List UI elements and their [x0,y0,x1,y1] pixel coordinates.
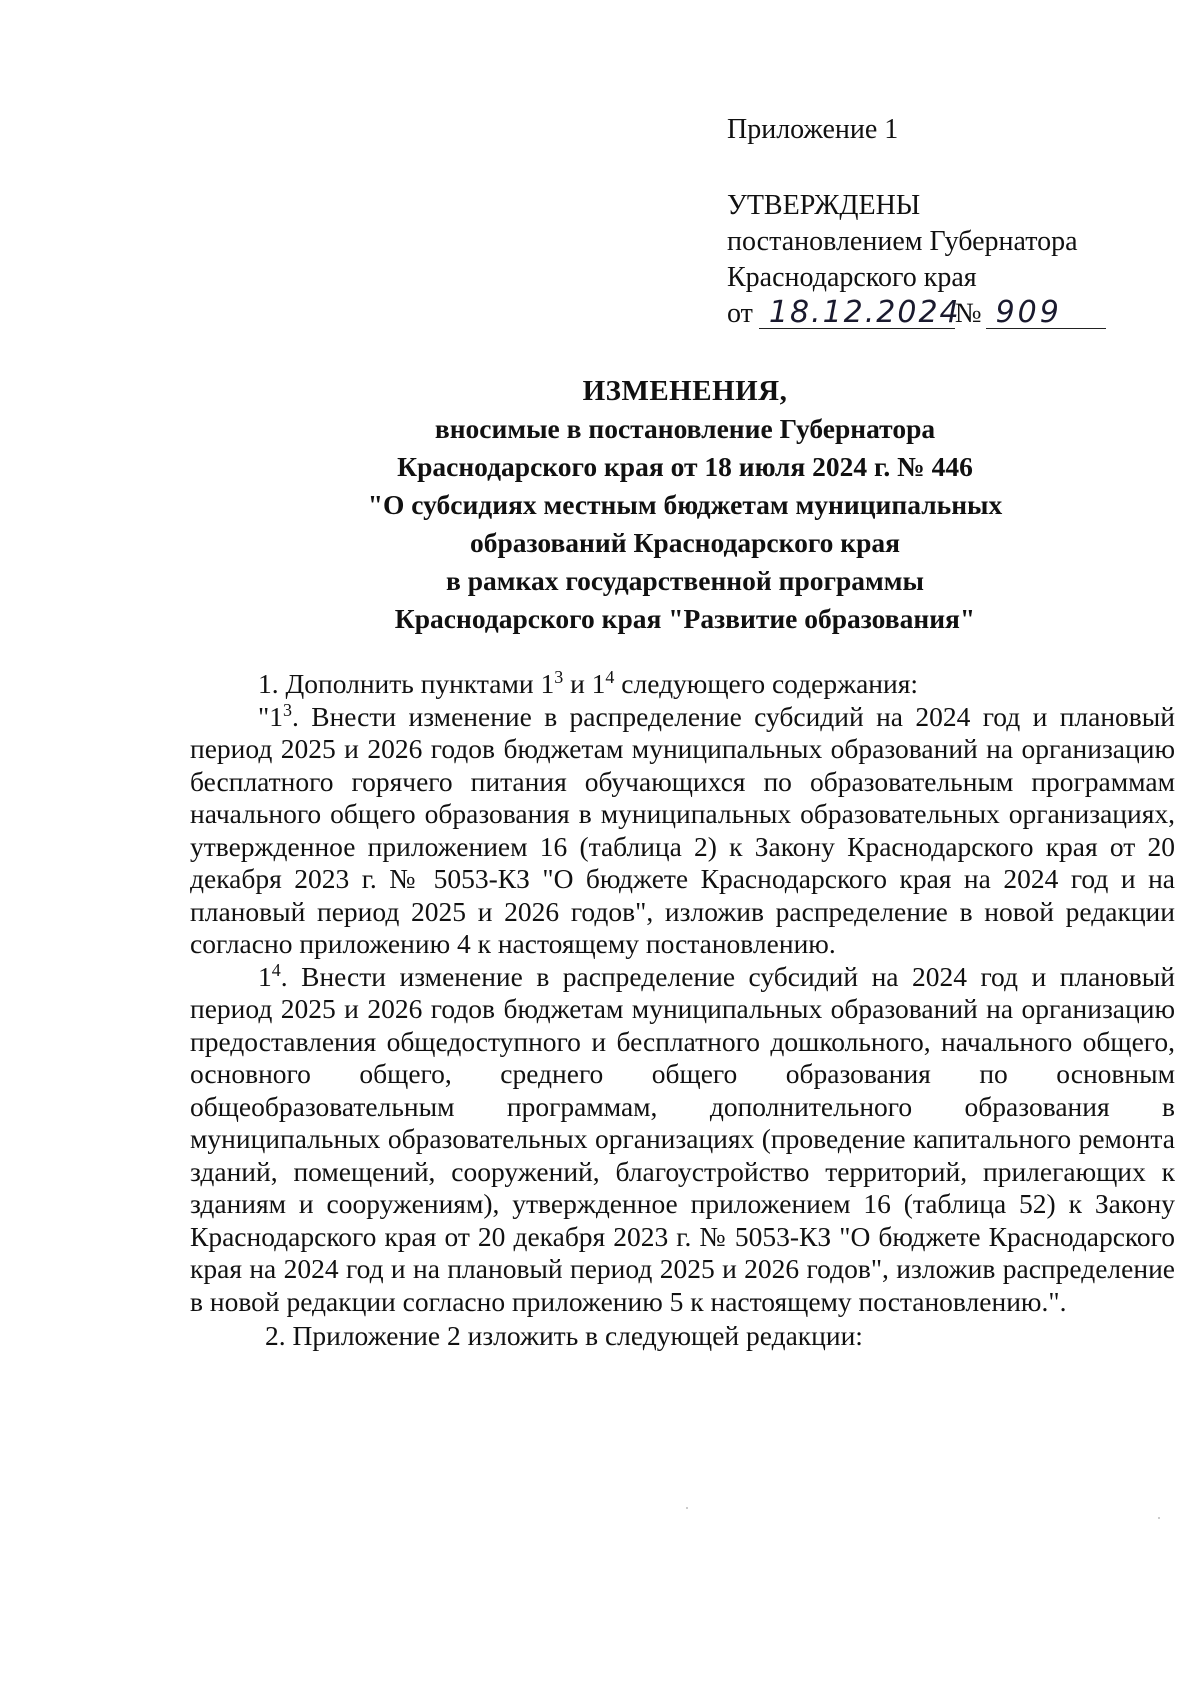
paragraph-2: 2. Приложение 2 изложить в следующей редакции: [265,1320,863,1351]
title-line: "О субсидиях местным бюджетам муниципальных [367,489,1003,520]
title-heading: ИЗМЕНЕНИЯ, [582,375,788,407]
title-line: вносимые в постановление Губернатора [434,413,936,444]
approval-line-3: Краснодарского края [727,262,977,293]
paragraph-1-4-text: . Внести изменение в распределение субсидий на 2024 год и плановый период 2025 и 2026 годов бюджетам муниципальных образований на организацию предоставления общедоступного и бесплатного дошкольного, начального общего, основного общего, среднего общего образования по основным общеобразовательным программам, дополнительного образования в муниципальных образовательных организациях (проведение капитального ремонта зданий, помещений, сооружений, благоустройство территорий, прилегающих к зданиям и сооружениям), утвержденное приложением 16 (таблица 52) к Закону Краснодарского края от 20 декабря 2023 г. № 5053-КЗ "О бюджете Краснодарского края на 2024 год и на плановый период 2025 и 2026 годов", изложив распределение в новой редакции согласно приложению 5 к настоящему постановлению.". [190,960,1175,1317]
paragraph-1-3 [190,701,1175,961]
paragraph-1-3-text: . Внести изменение в распределение субсидий на 2024 год и плановый период 2025 и 2026 годов бюджетам муниципальных образований на организацию бесплатного горячего питания обучающихся по образовательным программам начального общего образования в муниципальных образовательных организациях, утвержденное приложением 16 (таблица 2) к Закону Краснодарского края от 20 декабря 2023 г. № 5053-КЗ "О бюджете Краснодарского края на 2024 год и на плановый период 2025 и 2026 годов", изложив распределение в новой редакции согласно приложению 4 к настоящему постановлению. [190,700,1175,959]
number-prefix: № [954,298,982,329]
approval-line-2: постановлением Губернатора [727,226,1078,257]
paragraph-1 [190,668,1175,701]
approval-block [727,112,1167,332]
title-line: в рамках государственной программы [446,565,924,596]
superscript: 3 [282,699,292,720]
approved-label: УТВЕРЖДЕНЫ [727,190,921,221]
document-body [190,668,1175,1353]
scan-speck [1158,1517,1160,1519]
approval-date-line [727,296,1167,332]
document-title [190,372,1180,638]
title-line: образований Краснодарского края [469,527,901,558]
paragraph-1-text-c: следующего содержания: [614,668,918,699]
superscript: 4 [271,959,281,980]
paragraph-1-3-prefix: "1 [258,700,283,732]
paragraph-1-text-a: 1. Дополнить пунктами 1 [258,668,555,699]
paragraph-1-4 [190,961,1175,1319]
title-line: Краснодарского края от 18 июля 2024 г. № 446 [397,451,973,482]
handwritten-number: 909 [986,298,1106,329]
date-prefix: от [727,298,753,329]
title-line: Краснодарского края "Развитие образования" [394,603,976,634]
scan-speck [686,1507,688,1509]
superscript: 3 [554,666,564,687]
annex-label: Приложение 1 [727,114,899,145]
handwritten-date: 18.12.2024 [759,298,955,329]
paragraph-1-text-b: и 1 [563,668,606,699]
superscript: 4 [605,666,615,687]
paragraph-1-4-prefix: 1 [258,960,272,992]
